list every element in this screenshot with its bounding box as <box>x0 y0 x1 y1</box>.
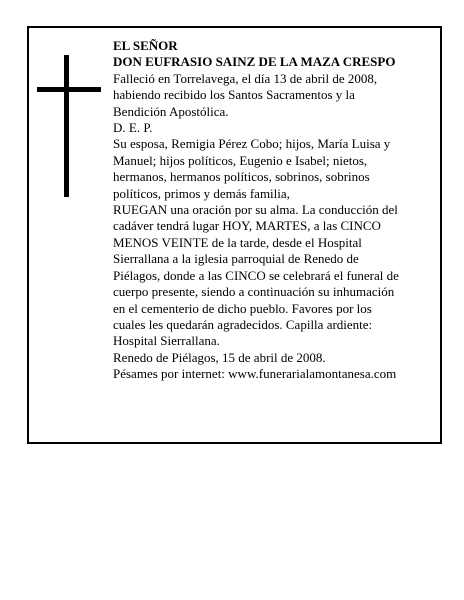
text-line: Su esposa, Remigia Pérez Cobo; hijos, María Luisa y <box>113 136 391 152</box>
text-line: D. E. P. <box>113 120 153 136</box>
text-line: cuales les quedarán agradecidos. Capilla ardiente: <box>113 316 373 332</box>
text-line: RUEGAN una oración por su alma. La conducción del <box>113 202 398 218</box>
deceased-name: DON EUFRASIO SAINZ DE LA MAZA CRESPO <box>113 54 396 70</box>
notice-heading: EL SEÑOR <box>113 38 178 53</box>
text-line: Sierrallana a la iglesia parroquial de Renedo de <box>113 251 359 267</box>
text-line: en el cementerio de dicho pueblo. Favores por los <box>113 300 372 316</box>
cross-vertical-bar <box>64 55 69 197</box>
text-line: Bendición Apostólica. <box>113 103 229 119</box>
text-line: MENOS VEINTE de la tarde, desde el Hospital <box>113 234 362 250</box>
cross-horizontal-bar <box>37 87 101 92</box>
text-line: políticos, primos y demás familia, <box>113 185 290 201</box>
text-line: habiendo recibido los Santos Sacramentos y la <box>113 87 355 103</box>
text-line: Falleció en Torrelavega, el día 13 de abril de 2008, <box>113 70 378 86</box>
text-line: Hospital Sierrallana. <box>113 333 220 349</box>
obituary-text <box>113 38 417 383</box>
text-line: cuerpo presente, siendo a continuación su inhumación <box>113 284 395 300</box>
text-line: Pésames por internet: www.funerarialamontanesa.com <box>113 366 397 382</box>
text-line: hermanos, hermanos políticos, sobrinos, sobrinos <box>113 169 370 185</box>
text-line: Manuel; hijos políticos, Eugenio e Isabel; nietos, <box>113 152 368 168</box>
text-line: Piélagos, donde a las CINCO se celebrará el funeral de <box>113 267 399 283</box>
text-line: cadáver tendrá lugar HOY, MARTES, a las CINCO <box>113 218 381 234</box>
text-line: Renedo de Piélagos, 15 de abril de 2008. <box>113 349 326 365</box>
cross-icon <box>37 55 101 197</box>
